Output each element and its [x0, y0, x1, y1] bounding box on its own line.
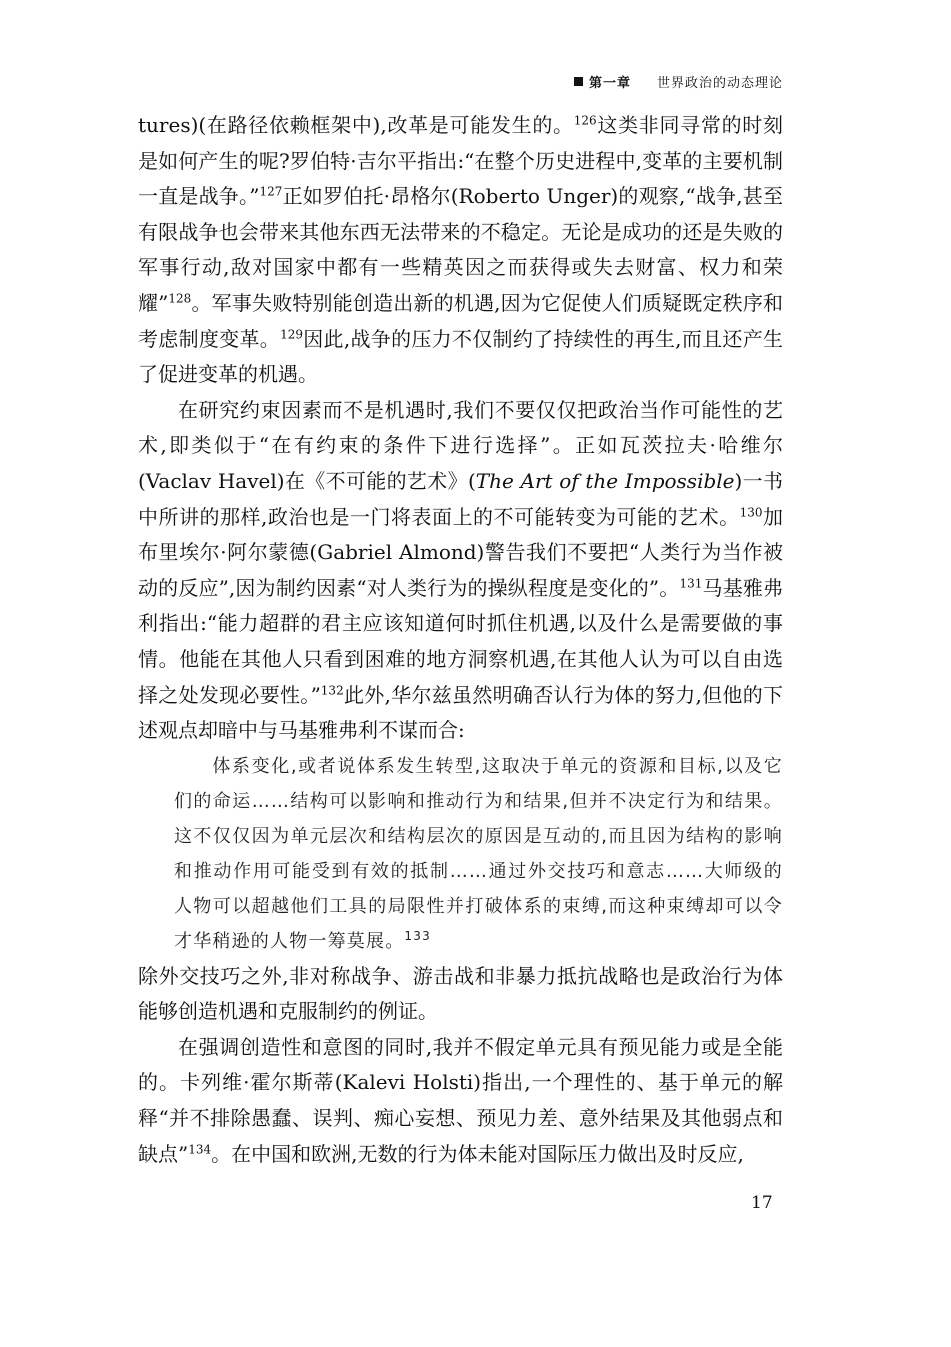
block-quote: [138, 749, 783, 959]
paragraph-4-text-a: 在强调创造性和意图的同时,我并不假定单元具有预见能力或是全能的。卡列维·霍尔斯蒂(Kalevi Holsti)指出,一个理性的、基于单元的解释“并不排除愚蠢、误判、痴心妄想、预见力差、意外结果及其他弱点和缺点”: [138, 1034, 783, 1166]
square-bullet-icon: [574, 77, 583, 86]
paragraph-3: 除外交技巧之外,非对称战争、游击战和非暴力抵抗战略也是政治行为体能够创造机遇和克服制约的例证。: [138, 963, 783, 1024]
paragraph-2-text-b: )一书中所讲的那样,政治也是一门将表面上的不可能转变为可能的艺术。: [138, 468, 783, 529]
paragraph-2: [138, 393, 783, 749]
paragraph-2-text-a: 在研究约束因素而不是机遇时,我们不要仅仅把政治当作可能性的艺术,即类似于“在有约束的条件下进行选择”。正如瓦茨拉夫·哈维尔(Vaclav Havel)在《不可能的艺术》(: [138, 397, 783, 493]
footnote-ref-131: 131: [679, 576, 703, 591]
paragraph-2-text-e: 此外,华尔兹虽然明确否认行为体的努力,但他的下述观点却暗中与马基雅弗利不谋而合:: [138, 682, 783, 743]
footnote-ref-126: 126: [573, 113, 597, 128]
footnote-ref-132: 132: [320, 682, 344, 697]
paragraph-2-text-d: 马基雅弗利指出:“能力超群的君主应该知道何时抓住机遇,以及什么是需要做的事情。他能在其他人只看到困难的地方洞察机遇,在其他人认为可以自由选择之处发现必要性。”: [138, 575, 784, 707]
footnote-ref-130: 130: [739, 504, 763, 519]
book-title-italic: The Art of the Impossible: [475, 468, 735, 493]
footnote-ref-134: 134: [188, 1142, 212, 1156]
paragraph-1-text-c: 正如罗伯托·昂格尔(Roberto Unger)的观察,“战争,甚至有限战争也会带来其他东西无法带来的不稳定。无论是成功的还是失败的军事行动,敌对国家中都有一些精英因之而获得或失去财富、权力和荣耀”: [138, 184, 783, 315]
block-quote-text: 体系变化,或者说体系发生转型,这取决于单元的资源和目标,以及它们的命运……结构可以影响和推动行为和结果,但并不决定行为和结果。这不仅仅因为单元层次和结构层次的原因是互动的,而且因为结构的影响和推动作用可能受到有效的抵制……通过外交技巧和意志……大师级的人物可以超越他们工具的局限性并打破体系的束缚,而这种束缚却可以令才华稍逊的人物一筹莫展。: [174, 755, 783, 952]
main-text: [138, 108, 783, 1172]
paragraph-4: [138, 1030, 783, 1172]
chapter-title: 世界政治的动态理论: [656, 76, 783, 91]
paragraph-1: [138, 108, 783, 393]
running-head: [574, 72, 783, 91]
paragraph-1-text-b: 这类非同寻常的时刻是如何产生的呢?罗伯特·吉尔平指出:“在整个历史进程中,变革的主要机制一直是战争。”: [138, 113, 784, 209]
chapter-label: 第一章: [588, 76, 631, 91]
paragraph-1-text-a: tures)(在路径依赖框架中),改革是可能发生的。: [138, 113, 574, 137]
footnote-ref-133: 133: [404, 928, 431, 943]
footnote-ref-129: 129: [280, 326, 303, 341]
footnote-ref-128: 128: [168, 291, 192, 306]
paragraph-1-text-d: 。军事失败特别能创造出新的机遇,因为它促使人们质疑既定秩序和考虑制度变革。: [138, 290, 783, 351]
paragraph-2-text-c: 加布里埃尔·阿尔蒙德(Gabriel Almond)警告我们不要把“人类行为当作被动的反应”,因为制约因素“对人类行为的操纵程度是变化的”。: [138, 504, 784, 600]
paragraph-1-text-e: 因此,战争的压力不仅制约了持续性的再生,而且还产生了促进变革的机遇。: [138, 326, 784, 387]
footnote-ref-127: 127: [259, 184, 283, 199]
page-number: 17: [751, 1193, 773, 1213]
paragraph-4-text-b: 。在中国和欧洲,无数的行为体未能对国际压力做出及时反应,: [211, 1141, 744, 1166]
